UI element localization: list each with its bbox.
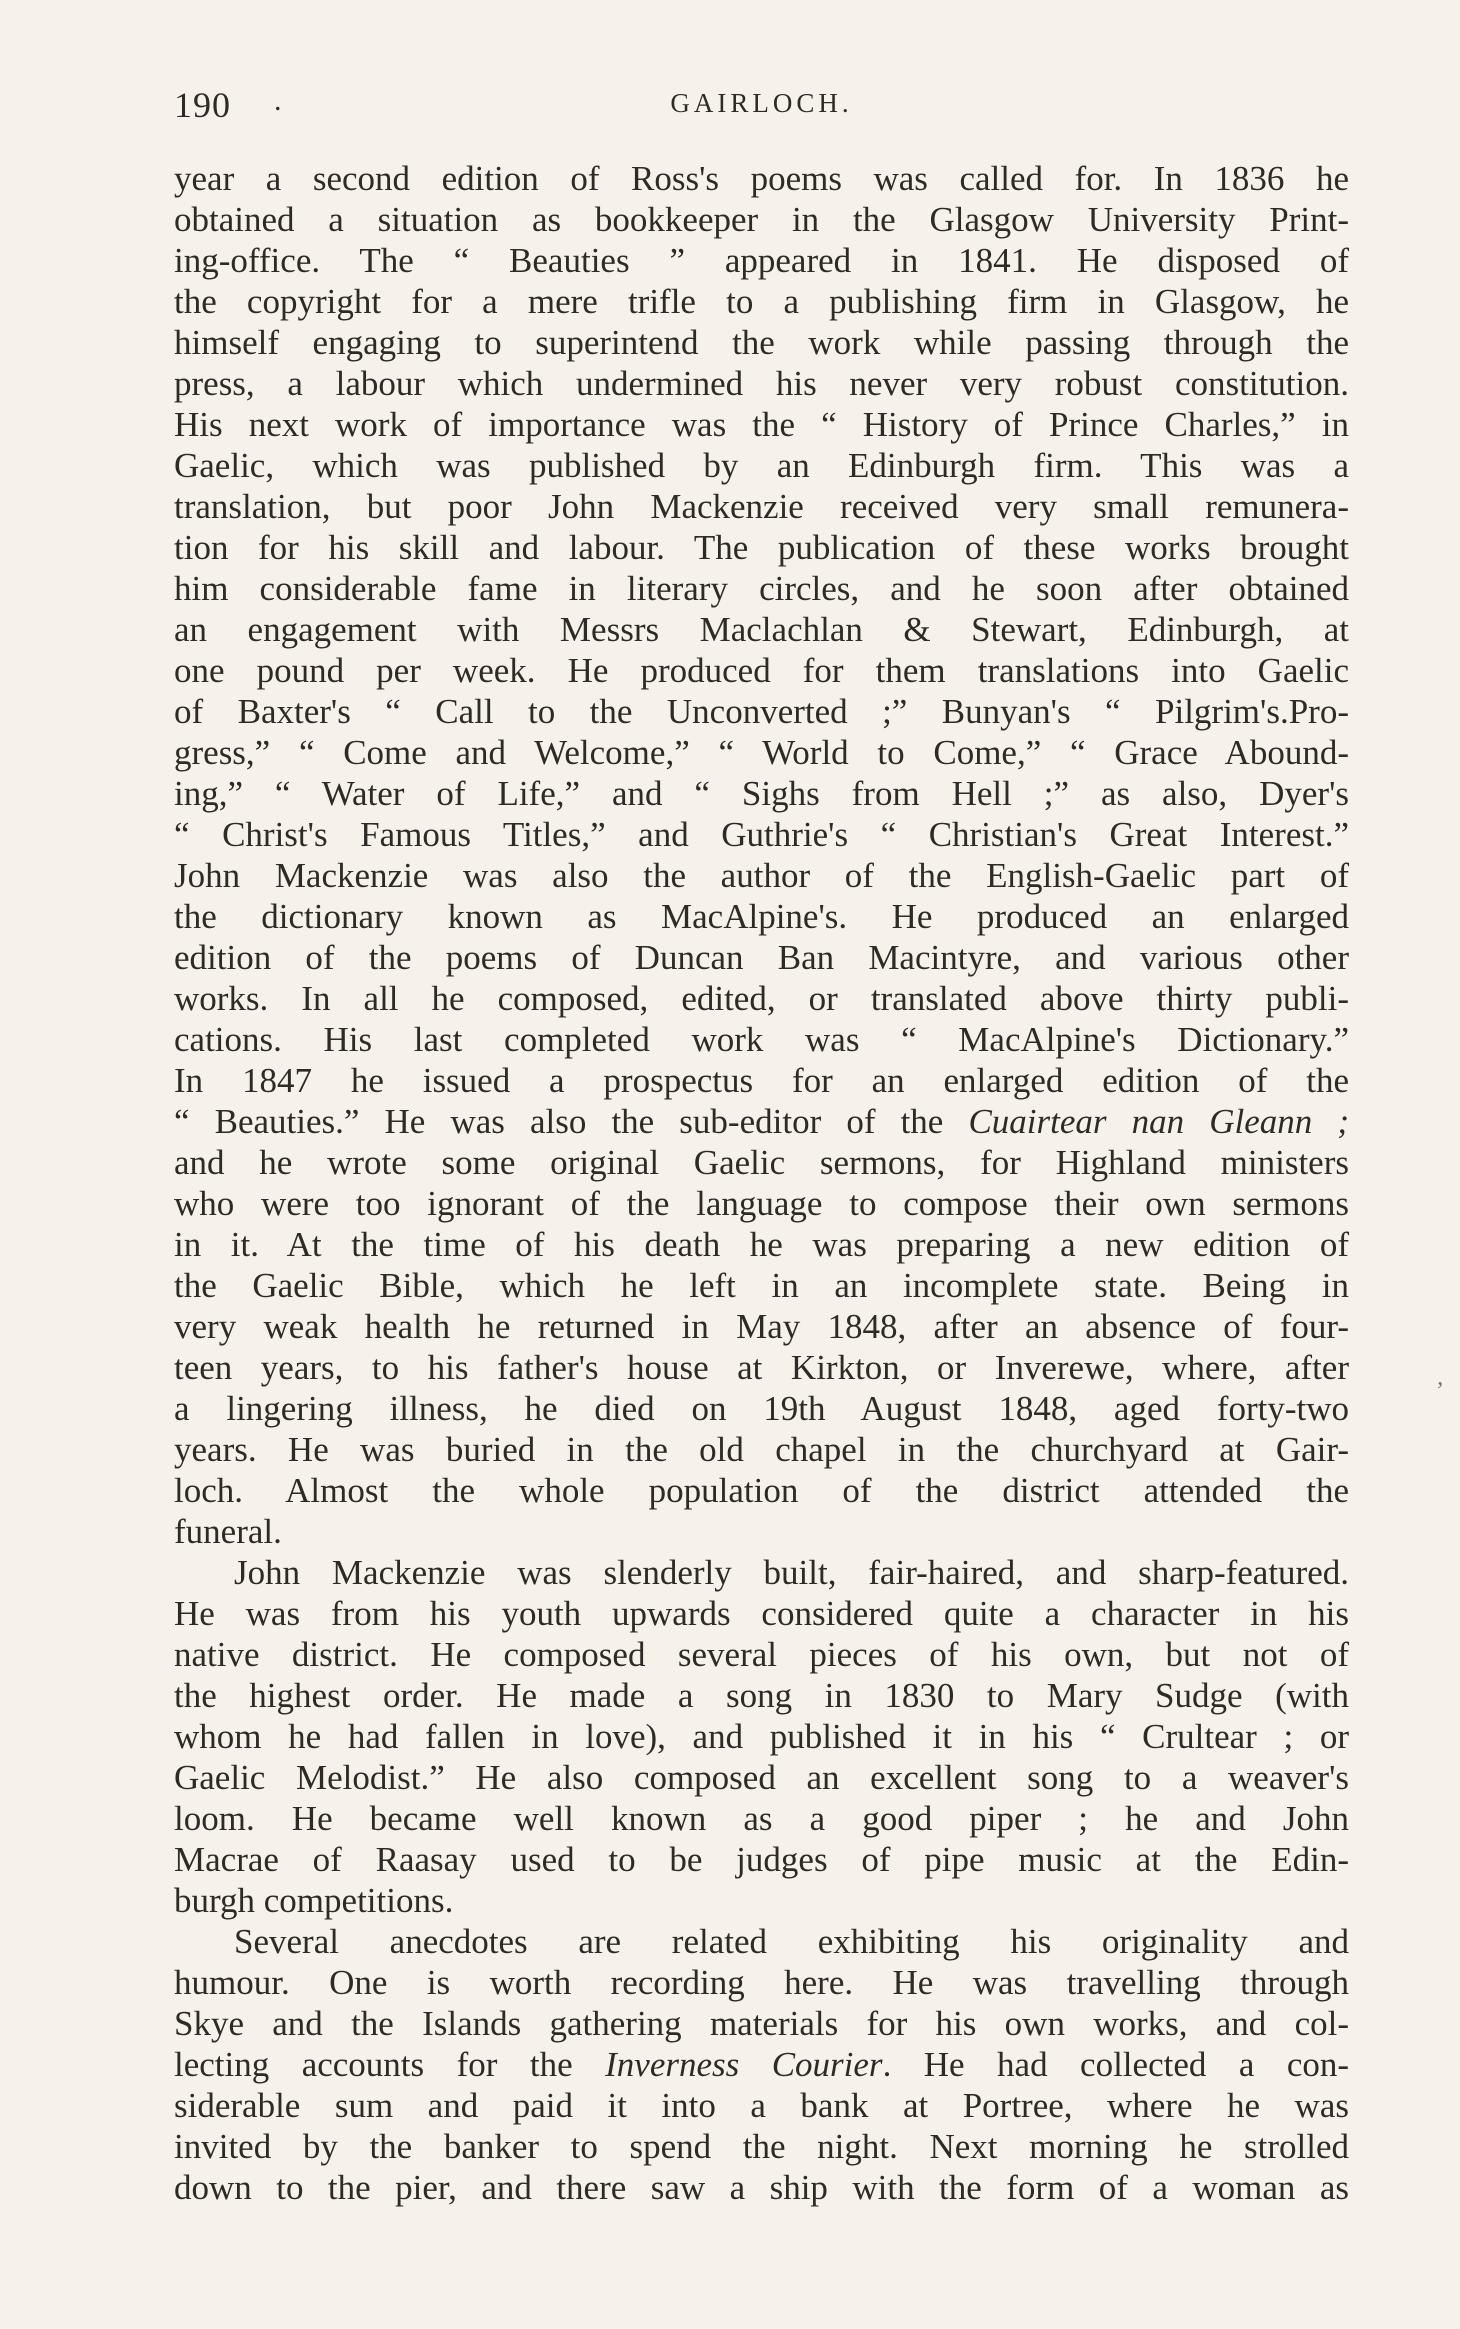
body-text — [174, 158, 1349, 2208]
paragraph-end-line: funeral. — [174, 1512, 282, 1551]
text-line: Skye and the Islands gathering materials for his own works, and col- — [174, 2004, 1349, 2043]
italic-title: Inverness Courier — [605, 2045, 883, 2084]
text-line: loom. He became well known as a good piper ; he and John — [174, 1799, 1349, 1838]
text-line: a lingering illness, he died on 19th August 1848, aged forty-two — [174, 1389, 1349, 1428]
text-line: In 1847 he issued a prospectus for an enlarged edition of the — [174, 1061, 1349, 1100]
text-line: whom he had fallen in love), and published it in his “ Crultear ; or — [174, 1717, 1349, 1756]
text-line: edition of the poems of Duncan Ban Macintyre, and various other — [174, 938, 1349, 977]
text-line: tion for his skill and labour. The publication of these works brought — [174, 528, 1349, 567]
text-line: teen years, to his father's house at Kirkton, or Inverewe, where, after — [174, 1348, 1349, 1387]
text-line: loch. Almost the whole population of the district attended the — [174, 1471, 1349, 1510]
paragraph-end-line: burgh competitions. — [174, 1881, 454, 1920]
text-line: the Gaelic Bible, which he left in an incomplete state. Being in — [174, 1266, 1349, 1305]
text-line: translation, but poor John Mackenzie received very small remunera- — [174, 487, 1349, 526]
text-line: siderable sum and paid it into a bank at Portree, where he was — [174, 2086, 1349, 2125]
text-line: His next work of importance was the “ History of Prince Charles,” in — [174, 405, 1349, 444]
italic-title: Cuairtear nan Gleann ; — [968, 1102, 1349, 1141]
text-line: who were too ignorant of the language to compose their own sermons — [174, 1184, 1349, 1223]
text-line: and he wrote some original Gaelic sermons, for Highland ministers — [174, 1143, 1349, 1182]
text-line: native district. He composed several pieces of his own, but not of — [174, 1635, 1349, 1674]
text-line: year a second edition of Ross's poems was called for. In 1836 he — [174, 159, 1349, 198]
text-line: the highest order. He made a song in 1830 to Mary Sudge (with — [174, 1676, 1349, 1715]
text-line: the dictionary known as MacAlpine's. He produced an enlarged — [174, 897, 1349, 936]
text-line: of Baxter's “ Call to the Unconverted ;” Bunyan's “ Pilgrim's.Pro- — [174, 692, 1349, 731]
text-line: ing-office. The “ Beauties ” appeared in 1841. He disposed of — [174, 241, 1349, 280]
text-line: in it. At the time of his death he was preparing a new edition of — [174, 1225, 1349, 1264]
text-line: down to the pier, and there saw a ship with the form of a woman as — [174, 2168, 1349, 2207]
text-line: humour. One is worth recording here. He was travelling through — [174, 1963, 1349, 2002]
paragraph-start-line: Several anecdotes are related exhibiting his originality and — [234, 1922, 1349, 1961]
paragraph-start-line: John Mackenzie was slenderly built, fair-haired, and sharp-featured. — [234, 1553, 1349, 1592]
text-line-with-italic — [174, 2044, 1349, 2085]
text-line: himself engaging to superintend the work while passing through the — [174, 323, 1349, 362]
text-line: press, a labour which undermined his never very robust constitution. — [174, 364, 1349, 403]
margin-mark: ʼ — [1436, 1378, 1444, 1404]
running-head — [174, 84, 1349, 128]
text-line: Gaelic Melodist.” He also composed an excellent song to a weaver's — [174, 1758, 1349, 1797]
text-line: one pound per week. He produced for them translations into Gaelic — [174, 651, 1349, 690]
text-line: obtained a situation as bookkeeper in the Glasgow University Print- — [174, 200, 1349, 239]
text-line: John Mackenzie was also the author of the English-Gaelic part of — [174, 856, 1349, 895]
text-line: works. In all he composed, edited, or translated above thirty publi- — [174, 979, 1349, 1018]
page-number-dot: . — [274, 84, 282, 117]
text-line: ing,” “ Water of Life,” and “ Sighs from Hell ;” as also, Dyer's — [174, 774, 1349, 813]
text-line-with-italic — [174, 1101, 1349, 1142]
text-line: him considerable fame in literary circles, and he soon after obtained — [174, 569, 1349, 608]
text-line: He was from his youth upwards considered quite a character in his — [174, 1594, 1349, 1633]
text-segment: “ Beauties.” He was also the sub-editor of the — [174, 1102, 969, 1141]
text-line: the copyright for a mere trifle to a publishing firm in Glasgow, he — [174, 282, 1349, 321]
page-number: 190 — [174, 85, 231, 125]
text-segment: lecting accounts for the — [174, 2045, 606, 2084]
text-line: invited by the banker to spend the night. Next morning he strolled — [174, 2127, 1349, 2166]
running-title: GAIRLOCH. — [670, 88, 853, 118]
text-line: years. He was buried in the old chapel in the churchyard at Gair- — [174, 1430, 1349, 1469]
text-line: Gaelic, which was published by an Edinburgh firm. This was a — [174, 446, 1349, 485]
text-line: an engagement with Messrs Maclachlan & Stewart, Edinburgh, at — [174, 610, 1349, 649]
text-segment: . He had collected a con- — [882, 2045, 1350, 2084]
text-line: gress,” “ Come and Welcome,” “ World to Come,” “ Grace Abound- — [174, 733, 1349, 772]
text-line: “ Christ's Famous Titles,” and Guthrie's “ Christian's Great Interest.” — [174, 815, 1349, 854]
text-line: cations. His last completed work was “ MacAlpine's Dictionary.” — [174, 1020, 1349, 1059]
text-line: Macrae of Raasay used to be judges of pipe music at the Edin- — [174, 1840, 1349, 1879]
text-line: very weak health he returned in May 1848, after an absence of four- — [174, 1307, 1349, 1346]
